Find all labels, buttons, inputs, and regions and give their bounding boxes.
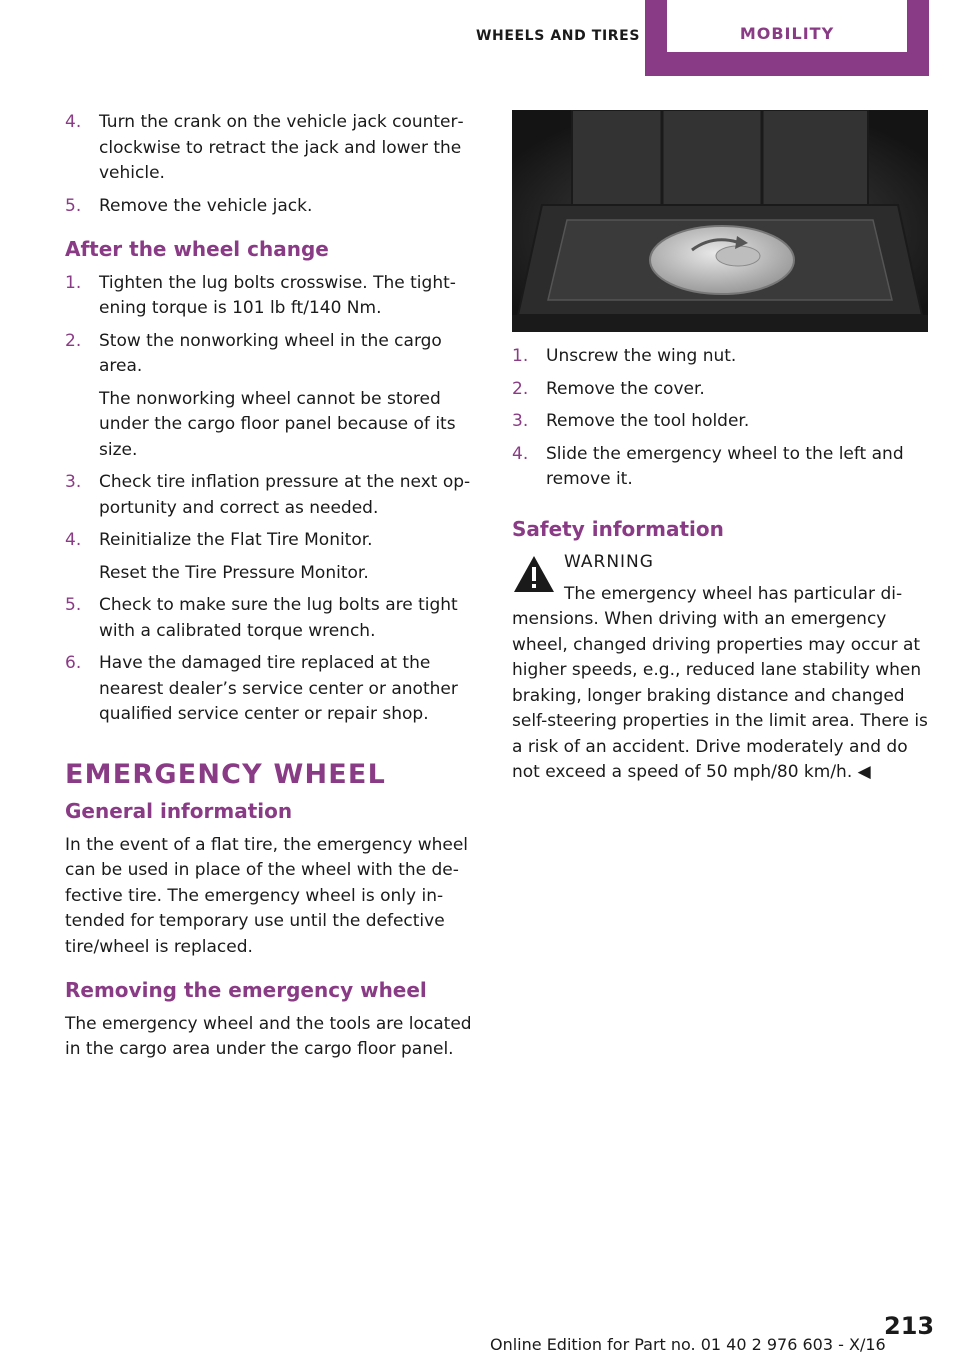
warning-triangle-icon <box>512 554 556 594</box>
step-number: 4. <box>65 112 82 132</box>
step-number: 3. <box>512 411 529 431</box>
left-column <box>65 110 479 1063</box>
heading-general-information: General information <box>65 799 293 823</box>
list-item <box>65 110 479 187</box>
step-number: 5. <box>65 595 82 615</box>
step-text: Turn the crank on the vehicle jack counter‐clockwise to retract the jack and lower the vehicle. <box>99 112 464 183</box>
step-number: 4. <box>65 530 82 550</box>
step-text: Tighten the lug bolts crosswise. The tight‐ening torque is 101 lb ft/140 Nm. <box>99 272 456 318</box>
warning-text <box>512 582 928 786</box>
general-paragraph: In the event of a flat tire, the emergency wheel can be used in place of the wheel with the de‐fective tire. The emergency wheel is only in‐tended for temporary use until the defective tire/wheel is replaced. <box>65 834 469 957</box>
step-text: Have the damaged tire replaced at the nearest dealer’s service center or another qualified service center or repair shop. <box>99 653 458 724</box>
page-number: 213 <box>884 1312 935 1340</box>
step-number: 2. <box>65 330 82 351</box>
step-text: Check to make sure the lug bolts are tight with a calibrated torque wrench. <box>99 595 458 641</box>
list-item <box>65 470 479 521</box>
step-number: 2. <box>512 378 529 399</box>
section-title: WHEELS AND TIRES <box>476 28 640 44</box>
step-number: 4. <box>512 443 529 464</box>
list-item <box>65 651 479 728</box>
list-item <box>65 593 479 644</box>
list-item <box>65 329 479 464</box>
right-column <box>512 110 928 786</box>
list-item <box>512 409 928 435</box>
step-number: 3. <box>65 472 82 492</box>
heading-safety-information: Safety information <box>512 516 724 541</box>
heading-emergency-wheel: EMERGENCY WHEEL <box>65 758 386 790</box>
warning-title: WARNING <box>564 552 654 572</box>
warning-block <box>512 550 928 786</box>
after-change-list <box>65 271 479 728</box>
emergency-wheel-steps-list <box>512 344 928 493</box>
step-note: Reset the Tire Pressure Monitor. <box>99 562 369 583</box>
step-number: 1. <box>65 272 82 293</box>
step-text: Slide the emergency wheel to the left and remove it. <box>546 443 904 489</box>
list-item <box>65 528 479 586</box>
step-text: Stow the nonworking wheel in the cargo area. <box>99 330 442 376</box>
step-note: The nonworking wheel cannot be stored under the cargo floor panel because of its size. <box>99 388 456 460</box>
warning-body: The emergency wheel has particular di‐mensions. When driving with an emergency wheel, changed driving properties may occur at higher speeds, e.g., reduced lane stability when braking, longer braking distance and changed self-steering properties in the limit area. There is a risk of an accident. Drive moderately and do not exceed a speed of 50 mph/80 km/h. <box>512 583 928 782</box>
cargo-area-illustration <box>512 110 928 332</box>
step-text: Remove the tool holder. <box>546 411 750 431</box>
list-item <box>512 442 928 493</box>
step-text: Unscrew the wing nut. <box>546 346 737 366</box>
step-text: Remove the cover. <box>546 378 705 399</box>
list-item <box>65 271 479 322</box>
jack-steps-list <box>65 110 479 219</box>
cargo-area-photo <box>512 110 928 332</box>
step-number: 6. <box>65 653 82 673</box>
end-marker-icon: ◀ <box>857 762 871 782</box>
list-item <box>65 194 479 220</box>
step-number: 5. <box>65 195 82 216</box>
step-text: Remove the vehicle jack. <box>99 195 313 216</box>
step-text: Check tire inflation pressure at the next op‐portunity and correct as needed. <box>99 472 471 518</box>
list-item <box>512 344 928 370</box>
removing-paragraph: The emergency wheel and the tools are located in the cargo area under the cargo floor panel. <box>65 1013 472 1059</box>
list-item <box>512 377 928 403</box>
step-number: 1. <box>512 346 529 366</box>
chapter-title: MOBILITY <box>667 0 907 52</box>
footer-edition: Online Edition for Part no. 01 40 2 976 603 - X/16 <box>490 1335 886 1354</box>
heading-removing-emergency-wheel: Removing the emergency wheel <box>65 978 427 1002</box>
heading-after-wheel-change: After the wheel change <box>65 237 329 261</box>
step-text: Reinitialize the Flat Tire Monitor. <box>99 530 373 550</box>
chapter-tab <box>645 0 929 76</box>
